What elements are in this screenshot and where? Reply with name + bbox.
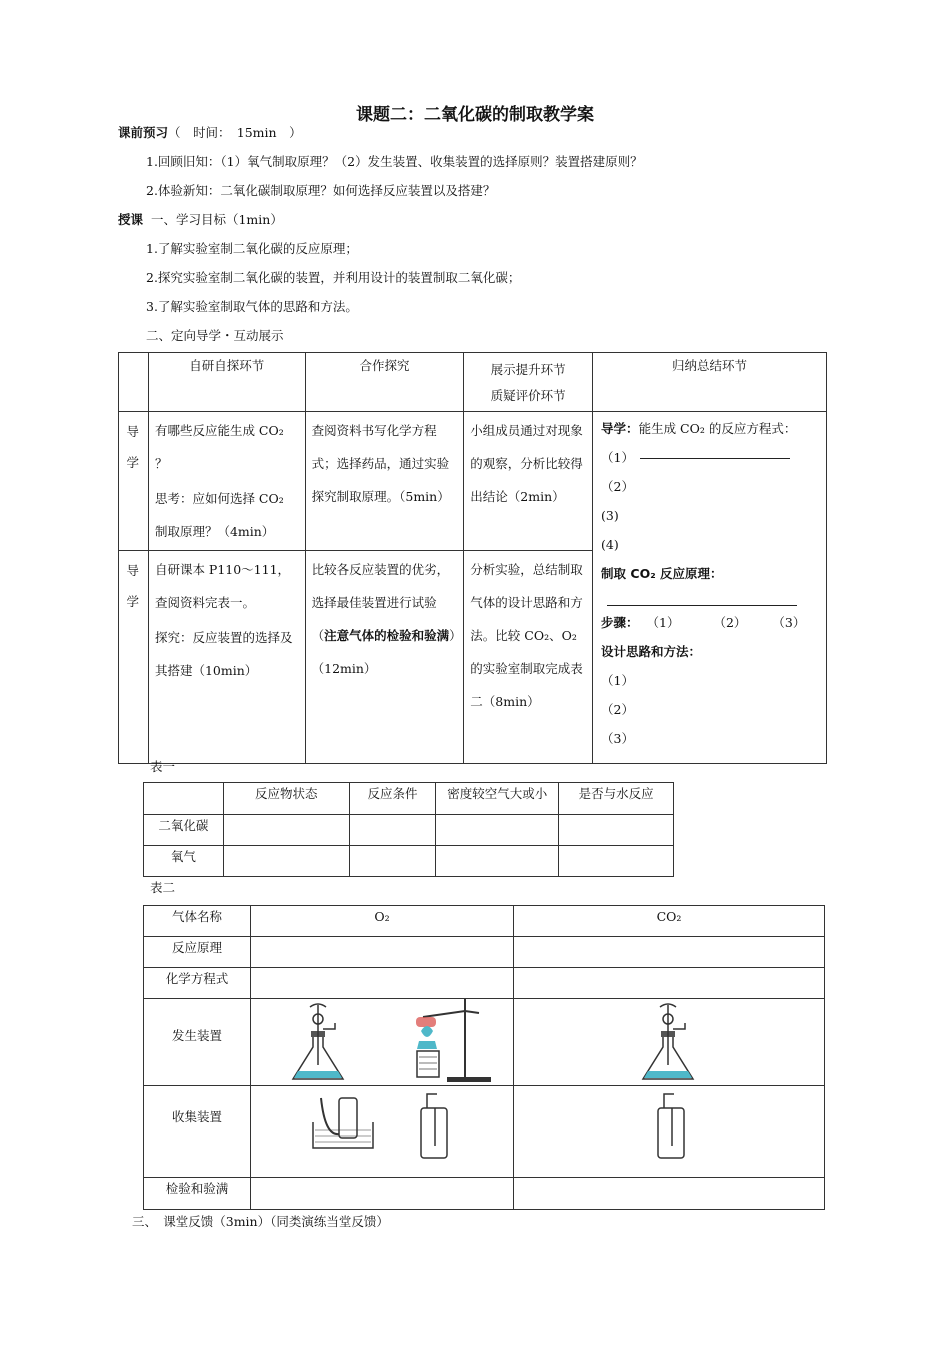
row2-c1b: 探究：反应装置的选择及其搭建（10min） — [154, 630, 293, 678]
row2-c2b: 注意气体的检验和验满 — [324, 628, 450, 643]
gas-collecting-bottle-icon — [421, 1094, 447, 1158]
t1-cell — [559, 815, 674, 846]
section-2-heading: 二、定向导学・互动展示 — [146, 328, 284, 343]
t2-row-name: 气体名称 — [144, 906, 251, 937]
t2-col-o2: O₂ — [251, 906, 514, 937]
row1-label: 导学 — [119, 412, 149, 551]
t2-co2-collector — [514, 1086, 825, 1178]
preview-line — [118, 123, 302, 141]
t2-cell — [251, 1178, 514, 1210]
row2-display: 分析实验，总结制取气体的设计思路和方法。比较 CO₂、O₂的实验室制取完成表二（8min） — [464, 551, 593, 764]
preview-label: 课前预习 — [118, 125, 169, 140]
t2-row-principle: 反应原理 — [144, 937, 251, 968]
summary-daoxue: 导学： — [601, 421, 639, 436]
t2-cell — [514, 937, 825, 968]
header-empty — [119, 353, 149, 412]
t1-row-co2: 二氧化碳 — [144, 815, 224, 846]
table1 — [143, 782, 674, 877]
summary-cell — [593, 412, 827, 764]
o2-collector-apparatus — [251, 1086, 513, 1176]
table2-caption: 表二 — [150, 880, 176, 895]
design-3: （3） — [601, 731, 634, 746]
t2-cell — [251, 937, 514, 968]
header-display — [464, 353, 593, 412]
preview-item-2: 2.体验新知：二氧化碳制取原理？如何选择反应装置以及搭建？ — [146, 183, 496, 198]
row2-cooperative — [305, 551, 464, 764]
row1-self-study — [148, 412, 305, 551]
step-2: （2） — [713, 615, 747, 630]
row1-c1a: 有哪些反应能生成 CO₂ ？ — [154, 423, 284, 471]
summary-n4: (4) — [601, 537, 619, 552]
header-cooperative: 合作探究 — [305, 353, 464, 412]
design-1: （1） — [601, 673, 634, 688]
table2 — [143, 905, 825, 1210]
t2-row-equation: 化学方程式 — [144, 968, 251, 999]
row2-c2a: 比较各反应装置的优劣，选择最佳装置进行试验（ — [311, 562, 450, 643]
t1-cell — [349, 846, 436, 877]
row1-cooperative: 查阅资料书写化学方程式；选择药品，通过实验探究制取原理。（5min） — [305, 412, 464, 551]
row2-label: 导学 — [119, 551, 149, 764]
t2-row-collector: 收集装置 — [144, 1086, 251, 1178]
summary-daoxue-text: 能生成 CO₂ 的反应方程式： — [638, 421, 797, 436]
table1-caption: 表一 — [150, 759, 176, 774]
t1-h0 — [144, 783, 224, 815]
summary-n2: （2） — [601, 479, 634, 494]
t2-co2-generator — [514, 999, 825, 1086]
header-display-1: 展示提升环节 — [490, 362, 566, 377]
t1-cell — [436, 846, 559, 877]
step-1: （1） — [646, 615, 680, 630]
erlenmeyer-flask-icon — [643, 1004, 693, 1079]
t1-h3: 密度较空气大或小 — [436, 783, 559, 815]
goal-1: 1.了解实验室制二氧化碳的反应原理； — [146, 241, 358, 256]
erlenmeyer-flask-icon — [293, 1004, 343, 1079]
design-2: （2） — [601, 702, 634, 717]
t2-col-co2: CO₂ — [514, 906, 825, 937]
t2-row-test: 检验和验满 — [144, 1178, 251, 1210]
t1-h2: 反应条件 — [349, 783, 436, 815]
co2-collector-apparatus — [514, 1086, 824, 1176]
summary-n1: （1） — [601, 450, 634, 465]
row2-c2c: ）（12min） — [311, 628, 456, 676]
header-self-study: 自研自探环节 — [148, 353, 305, 412]
t1-h4: 是否与水反应 — [559, 783, 674, 815]
lesson-line — [118, 210, 283, 228]
preview-time: （ 时间： 15min ） — [168, 125, 302, 140]
row1-display: 小组成员通过对现象的观察，分析比较得出结论（2min） — [464, 412, 593, 551]
summary-steps: 步骤： — [601, 615, 639, 630]
summary-principle: 制取 CO₂ 反应原理： — [601, 566, 723, 581]
header-display-2: 质疑评价环节 — [490, 388, 566, 403]
t1-cell — [349, 815, 436, 846]
water-trough-icon — [313, 1098, 373, 1148]
row2-self-study — [148, 551, 305, 764]
blank-line-2 — [607, 604, 797, 606]
goals-heading: 一、学习目标（1min） — [150, 212, 283, 227]
heating-apparatus-icon — [416, 999, 491, 1082]
row2-c1a: 自研课本 P110～111，查阅资料完表一。 — [154, 562, 291, 610]
t2-o2-generators — [251, 999, 514, 1086]
blank-line-1 — [640, 458, 790, 459]
t1-row-o2: 氧气 — [144, 846, 224, 877]
t2-cell — [251, 968, 514, 999]
t2-o2-collectors — [251, 1086, 514, 1178]
t2-row-generator: 发生装置 — [144, 999, 251, 1086]
lesson-label: 授课 — [118, 212, 144, 227]
preview-item-1: 1.回顾旧知：（1）氧气制取原理？（2）发生装置、收集装置的选择原则？装置搭建原则？ — [146, 154, 643, 169]
t1-cell — [223, 815, 349, 846]
t1-cell — [223, 846, 349, 877]
main-table — [118, 352, 827, 764]
summary-n3: (3) — [601, 508, 619, 523]
t1-cell — [559, 846, 674, 877]
goal-3: 3.了解实验室制取气体的思路和方法。 — [146, 299, 358, 314]
summary-design: 设计思路和方法： — [601, 644, 702, 659]
gas-collecting-bottle-icon — [658, 1094, 684, 1158]
t2-cell — [514, 1178, 825, 1210]
section-3-heading: 三、 课堂反馈（3min）（同类演练当堂反馈） — [132, 1214, 389, 1229]
header-summary: 归纳总结环节 — [593, 353, 827, 412]
t1-h1: 反应物状态 — [223, 783, 349, 815]
co2-generator-apparatus — [514, 999, 824, 1085]
row1-c1b: 思考：应如何选择 CO₂ 制取原理？（4min） — [154, 491, 284, 539]
t2-cell — [514, 968, 825, 999]
page-title: 课题二：二氧化碳的制取教学案 — [356, 105, 594, 125]
t1-cell — [436, 815, 559, 846]
step-3: （3） — [772, 615, 806, 630]
goal-2: 2.探究实验室制二氧化碳的装置，并利用设计的装置制取二氧化碳； — [146, 270, 521, 285]
o2-generator-apparatus — [251, 999, 513, 1085]
